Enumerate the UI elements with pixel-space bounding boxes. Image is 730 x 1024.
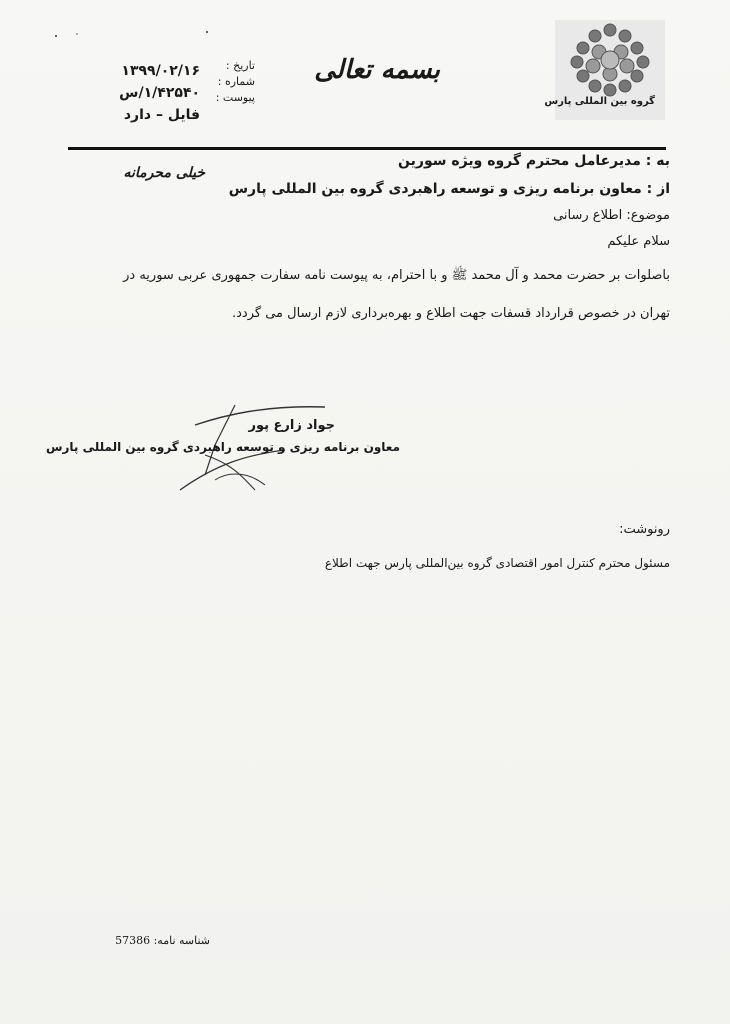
bismillah-heading: بسمه تعالی [314, 55, 440, 85]
logo-caption: گروه بین المللی پارس [544, 96, 655, 107]
date-value: ۱۳۹۹/۰۲/۱۶ [121, 63, 200, 79]
number-value: ۱/۴۲۵۴۰/س [119, 85, 200, 101]
scan-specks [52, 30, 212, 42]
number-label: شماره : [217, 75, 255, 88]
attachment-value: فایل – دارد [123, 107, 200, 123]
header-divider [68, 147, 666, 150]
attachment-label: پیوست : [215, 91, 255, 104]
meta-labels [195, 58, 255, 106]
sender-line: از : معاون برنامه ریزی و توسعه راهبردی گروه بین المللی پارس [228, 181, 670, 197]
organization-logo-icon [565, 22, 655, 98]
recipient-line: به : مدیرعامل محترم گروه ویژه سورین [398, 153, 670, 169]
signer-title: معاون برنامه ریزی و توسعه راهبردی گروه بین المللی پارس [45, 440, 400, 454]
subject-line: موضوع: اطلاع رسانی [553, 208, 670, 223]
cc-recipient: مسئول محترم کنترل امور اقتصادی گروه بین‌المللی پارس جهت اطلاع [324, 556, 670, 570]
body-line-2: تهران در خصوص قرارداد قسفات جهت اطلاع و بهره‌برداری لازم ارسال می گردد. [232, 306, 670, 321]
date-label: تاریخ : [225, 59, 255, 72]
classification-label: خیلی محرمانه [123, 165, 205, 181]
greeting-line: سلام علیکم [607, 234, 670, 249]
signer-name: جواد زارع پور [248, 418, 335, 433]
document-id: شناسه نامه: 57386 [115, 934, 210, 947]
body-line-1: باصلوات بر حضرت محمد و آل محمد ﷺ و با احترام، به پیوست نامه سفارت جمهوری عربی سوریه در [123, 268, 670, 283]
meta-values [80, 60, 200, 126]
cc-heading: رونوشت: [619, 522, 670, 537]
